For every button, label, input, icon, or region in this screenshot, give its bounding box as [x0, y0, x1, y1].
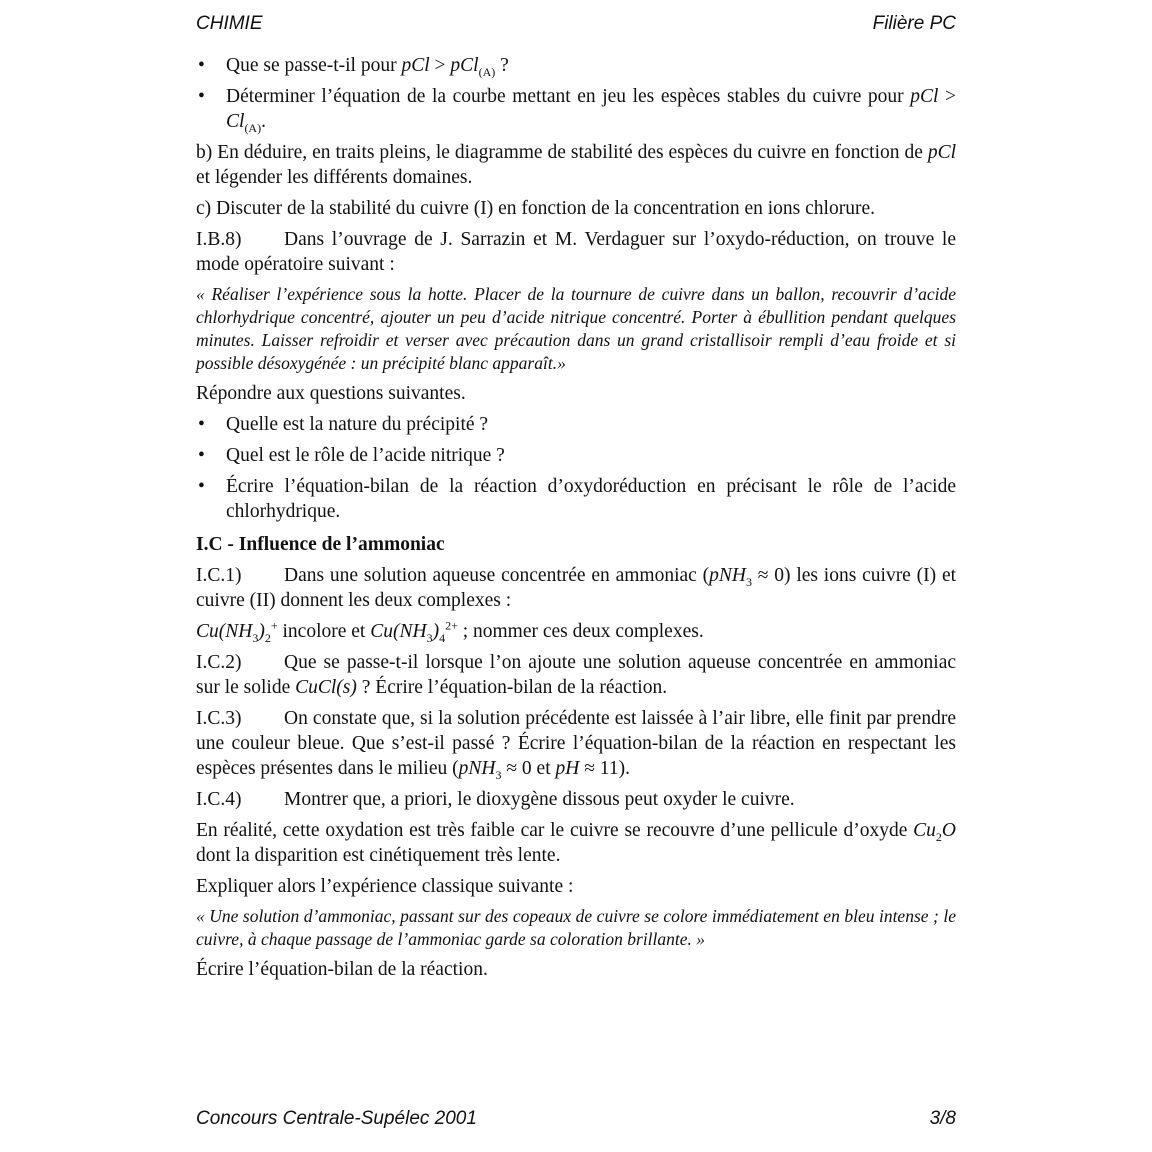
question-ic1	[196, 563, 956, 613]
math: O	[941, 820, 956, 841]
bullet-icon: •	[198, 445, 205, 466]
math-sup: +	[270, 618, 278, 633]
text: dont la disparition est cinétiquement très lente.	[196, 845, 561, 866]
math: )	[432, 621, 440, 642]
math-sub: 3	[252, 630, 259, 645]
math-sub: 2	[264, 630, 271, 645]
text: ? Écrire l’équation-bilan de la réaction.	[356, 677, 668, 698]
header-track: Filière PC	[872, 13, 956, 34]
bullet-icon: •	[198, 55, 205, 76]
question-number: I.C.3)	[196, 708, 242, 729]
question-ic4	[196, 787, 956, 812]
bullet-nitric-acid	[196, 443, 956, 468]
quote-procedure: « Réaliser l’expérience sous la hotte. Placer de la tournure de cuivre dans un ballon, recouvrir d’acide chlorhydrique concentré, ajouter un peu d’acide nitrique concentré. Porter à ébullition pendant quelques minutes. Laisser refroidir et verser avec précaution dans un grand cristallisoir rempli d’eau froide et si possible désoxygénée : un précipité blanc apparaît.»	[196, 284, 956, 373]
math: Cl	[226, 111, 245, 132]
math: pNH	[458, 758, 496, 779]
text: Quelle est la nature du précipité ?	[226, 414, 489, 435]
math: pH	[555, 758, 580, 779]
text: ) les ions cuivre (I) et cuivre (II) donnent les deux complexes :	[196, 565, 957, 611]
text: Que se passe-t-il pour	[226, 55, 402, 76]
text: incolore et	[277, 621, 371, 642]
paragraph-reality	[196, 818, 956, 868]
text: Écrire l’équation-bilan de la réaction d’oxydoréduction en précisant le rôle de l’acide chlorhydrique.	[226, 476, 956, 522]
text: ).	[618, 758, 630, 779]
math: pCl	[910, 86, 939, 107]
math-sub: 3	[745, 574, 752, 589]
header-subject: CHIMIE	[196, 13, 263, 34]
bullet-precipitate	[196, 412, 956, 437]
page	[196, 0, 956, 1152]
question-ic2	[196, 650, 956, 700]
math: pCl	[450, 55, 479, 76]
bullet-redox-equation	[196, 474, 956, 524]
question-ic3	[196, 706, 956, 781]
section-title: I.C - Influence de l’ammoniac	[196, 534, 445, 555]
math-sub: 3	[426, 630, 433, 645]
bullet-pcl-question	[196, 53, 956, 78]
math: Cu(NH	[196, 621, 253, 642]
text: ?	[495, 55, 509, 76]
text: ; nommer ces deux complexes.	[457, 621, 704, 642]
text: et légender les différents domaines.	[196, 167, 473, 188]
bullet-icon: •	[198, 414, 205, 435]
math: pNH	[709, 565, 746, 586]
bullet-icon: •	[198, 86, 205, 107]
text: On constate que, si la solution précédente est laissée à l’air libre, elle finit par prendre une couleur bleue. Que s’est-il passé ? Écrire l’équation-bilan de la réaction en respectant les espèces présentes dans le milieu (	[196, 708, 956, 779]
paragraph-b	[196, 140, 956, 190]
bullet-equation-curve	[196, 84, 956, 134]
math: Cu(NH	[370, 621, 427, 642]
question-number: I.B.8)	[196, 229, 242, 250]
text: Que se passe-t-il lorsque l’on ajoute une solution aqueuse concentrée en ammoniac sur le solide	[196, 652, 956, 698]
question-ib8	[196, 227, 956, 277]
math-op: ≈ 0	[751, 565, 785, 586]
text: Dans une solution aqueuse concentrée en ammoniac (	[284, 565, 710, 586]
math: )	[258, 621, 265, 642]
text: Quel est le rôle de l’acide nitrique ?	[226, 445, 505, 466]
document-body	[196, 53, 956, 988]
page-header	[196, 11, 956, 37]
math-sup: 2+	[445, 618, 458, 633]
complexes-line	[196, 619, 956, 644]
math-sub: 2	[935, 829, 942, 844]
math-sub: (A)	[478, 64, 496, 79]
text: .	[261, 111, 266, 132]
math: pCl	[401, 55, 430, 76]
text: En réalité, cette oxydation est très faible car le cuivre se recouvre d’une pellicule d’oxyde	[196, 820, 914, 841]
math-sub: 3	[495, 767, 502, 782]
page-footer	[196, 1106, 956, 1132]
text: b) En déduire, en traits pleins, le diagramme de stabilité des espèces du cuivre en fonction de	[196, 142, 928, 163]
math-sub: 4	[439, 630, 446, 645]
math-op: ≈ 11	[579, 758, 619, 779]
paragraph-answer: Répondre aux questions suivantes.	[196, 383, 466, 404]
quote-experiment: « Une solution d’ammoniac, passant sur des copeaux de cuivre se colore immédiatement en bleu intense ; le cuivre, à chaque passage de l’ammoniac garde sa coloration brillante. »	[196, 906, 956, 949]
question-number: I.C.2)	[196, 652, 242, 673]
math-op: ≈ 0	[501, 758, 532, 779]
paragraph-explain: Expliquer alors l’expérience classique suivante :	[196, 876, 574, 897]
math: Cu	[913, 820, 936, 841]
page-number: 3/8	[929, 1108, 956, 1129]
paragraph-write-equation: Écrire l’équation-bilan de la réaction.	[196, 959, 488, 980]
math: pCl	[927, 142, 956, 163]
question-number: I.C.4)	[196, 789, 242, 810]
text: Montrer que, a priori, le dioxygène dissous peut oxyder le cuivre.	[284, 789, 795, 810]
bullet-icon: •	[198, 476, 205, 497]
math: CuCl(s)	[295, 677, 357, 698]
text: Dans l’ouvrage de J. Sarrazin et M. Verdaguer sur l’oxydo-réduction, on trouve le mode opératoire suivant :	[196, 229, 956, 275]
math-op: >	[938, 86, 956, 107]
question-number: I.C.1)	[196, 565, 242, 586]
text: Déterminer l’équation de la courbe mettant en jeu les espèces stables du cuivre pour	[226, 86, 911, 107]
paragraph-c: c) Discuter de la stabilité du cuivre (I) en fonction de la concentration en ions chlorure.	[196, 198, 875, 219]
math-op: >	[429, 55, 451, 76]
text: et	[531, 758, 556, 779]
math-sub: (A)	[244, 120, 262, 135]
footer-contest: Concours Centrale-Supélec 2001	[196, 1108, 477, 1129]
